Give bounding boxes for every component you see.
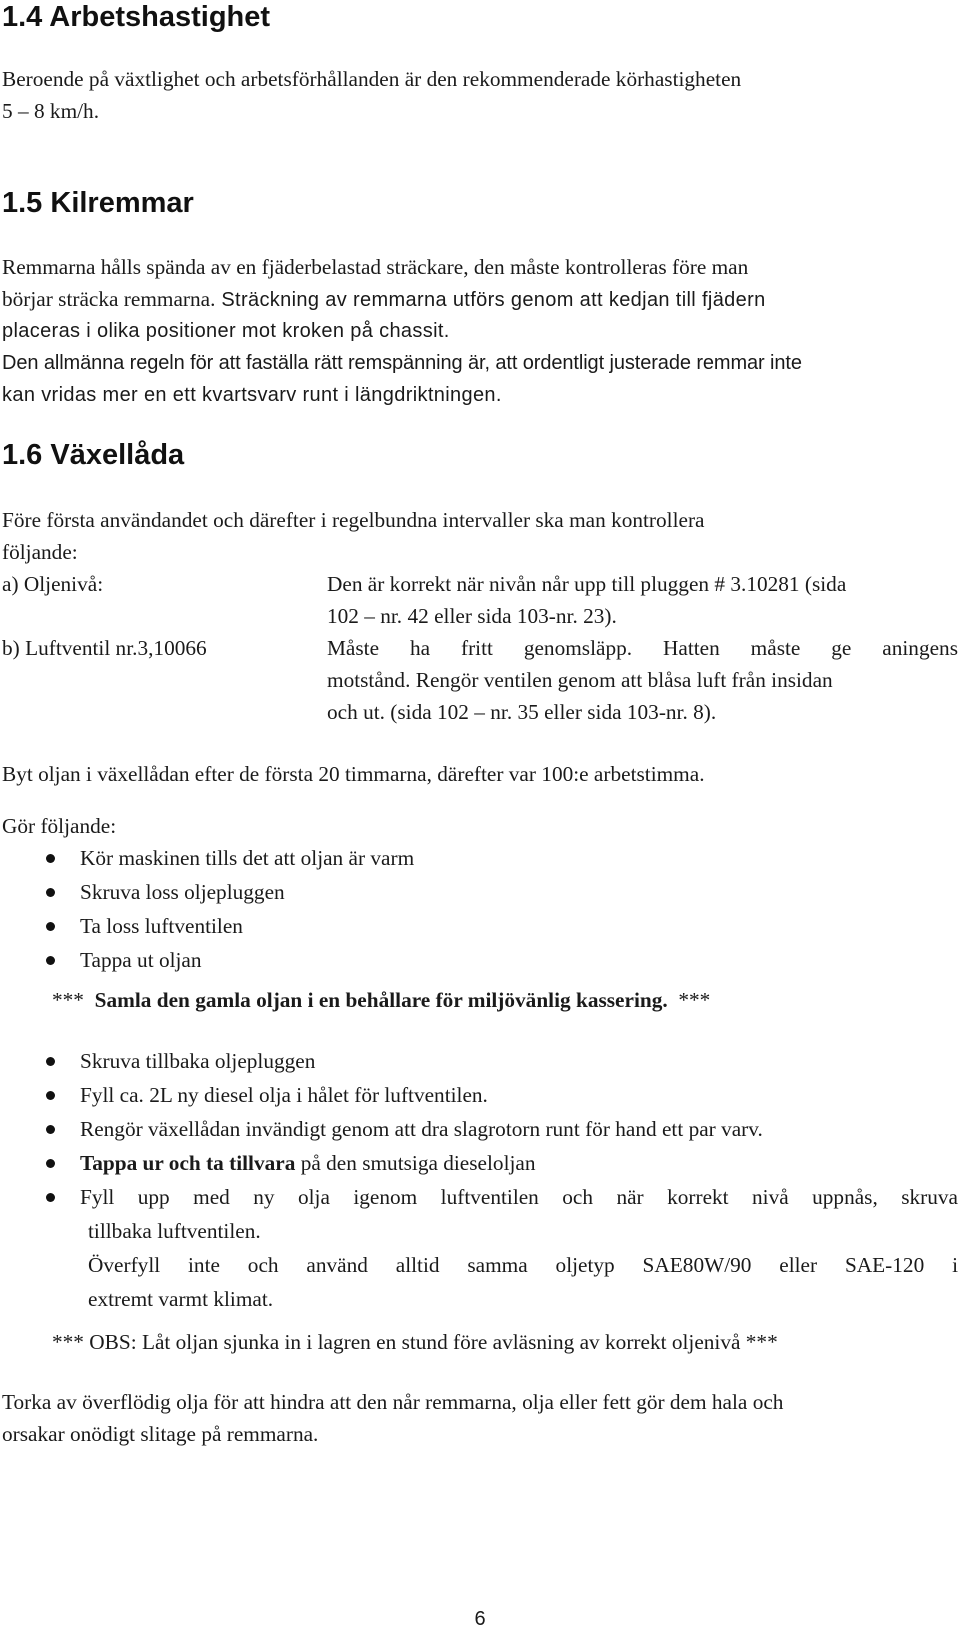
belt-text-line2b: Sträckning av remmarna utförs genom att kedjan till fjädern xyxy=(215,289,766,311)
wipe-text-line2: orsakar onödigt slitage på remmarna. xyxy=(2,1422,319,1446)
list-item-text: på den smutsiga dieseloljan xyxy=(295,1151,536,1175)
bullet-icon xyxy=(46,1057,55,1066)
check-air-valve-line1: Måste ha fritt genomsläpp. Hatten måste ge aningens xyxy=(327,636,958,660)
check-air-valve-line3: och ut. (sida 102 – nr. 35 eller sida 103-nr. 8). xyxy=(327,700,717,724)
list-item-text: Ta loss luftventilen xyxy=(80,914,243,938)
list-item-text: Fyll upp med ny olja igenom luftventilen och när korrekt nivå uppnås, skruva xyxy=(80,1185,958,1209)
heading-kilremmar: 1.5 Kilremmar xyxy=(2,187,194,219)
belt-text-line5: kan vridas mer en ett kvartsvarv runt i längdriktningen. xyxy=(2,384,502,406)
list-item xyxy=(0,1112,958,1146)
list-item xyxy=(0,1078,958,1112)
bullet-icon xyxy=(46,854,55,863)
list-item-text-cont: tillbaka luftventilen. xyxy=(88,1219,261,1243)
stars-open: *** xyxy=(52,988,84,1012)
gearbox-intro-line2: följande: xyxy=(2,540,78,564)
check-air-valve-label: b) Luftventil nr.3,10066 xyxy=(2,636,207,660)
check-oil-level-line1: Den är korrekt när nivån når upp till pluggen # 3.10281 (sida xyxy=(327,572,847,596)
page-number: 6 xyxy=(474,1608,486,1630)
heading-vaxellada: 1.6 Växellåda xyxy=(2,439,185,471)
list-item-text: Kör maskinen tills det att oljan är varm xyxy=(80,846,415,870)
bullet-icon xyxy=(46,1125,55,1134)
list-item-bold-text: Tappa ur och ta tillvara xyxy=(80,1151,296,1175)
belt-text-line2 xyxy=(2,282,957,317)
list-item-text: Skruva loss oljepluggen xyxy=(80,880,285,904)
bullet-icon xyxy=(46,1159,55,1168)
list-item xyxy=(0,875,958,909)
belt-text-line1: Remmarna hålls spända av en fjäderbelastad sträckare, den måste kontrolleras före man xyxy=(2,255,749,279)
list-item xyxy=(0,909,958,943)
do-following-text: Gör följande: xyxy=(2,814,117,838)
wipe-text-line1: Torka av överflödig olja för att hindra att den når remmarna, olja eller fett gör dem hala och xyxy=(2,1390,784,1414)
bullet-icon xyxy=(46,1193,55,1202)
list-item-text: Fyll ca. 2L ny diesel olja i hålet för luftventilen. xyxy=(80,1083,488,1107)
list-item xyxy=(0,841,958,875)
check-air-valve-line2: motstånd. Rengör ventilen genom att blåsa luft från insidan xyxy=(327,668,833,692)
belt-text-line4: Den allmänna regeln för att faställa rätt remspänning är, att ordentligt justerade remmar inte xyxy=(2,352,802,374)
list-item-text: Rengör växellådan invändigt genom att dra slagrotorn runt för hand ett par varv. xyxy=(80,1117,763,1141)
list-item-text-cont: Överfyll inte och använd alltid samma oljetyp SAE80W/90 eller SAE-120 i xyxy=(88,1253,958,1277)
list-item-text: Skruva tillbaka oljepluggen xyxy=(80,1049,316,1073)
warning-text: Samla den gamla oljan i en behållare för miljövänlig kassering. xyxy=(94,988,668,1012)
bullet-icon xyxy=(46,1091,55,1100)
list-item-text: Tappa ut oljan xyxy=(80,948,202,972)
check-oil-level-line2: 102 – nr. 42 eller sida 103-nr. 23). xyxy=(327,604,617,628)
list-item xyxy=(0,1146,958,1180)
bullet-icon xyxy=(46,922,55,931)
gearbox-intro-line1: Före första användandet och därefter i regelbundna intervaller ska man kontrollera xyxy=(2,508,705,532)
obs-note: *** OBS: Låt oljan sjunka in i lagren en stund före avläsning av korrekt oljenivå *** xyxy=(52,1330,778,1354)
check-oil-level-label: a) Oljenivå: xyxy=(2,572,104,596)
speed-text-line2: 5 – 8 km/h. xyxy=(2,99,100,123)
warning-line xyxy=(52,983,710,1017)
bullet-icon xyxy=(46,956,55,965)
steps-list-1 xyxy=(0,841,958,977)
steps-list-2 xyxy=(0,1044,958,1316)
list-item-text-cont: extremt varmt klimat. xyxy=(88,1287,274,1311)
belt-text-line3: placeras i olika positioner mot kroken på chassit. xyxy=(2,320,450,342)
belt-text-line2a: börjar sträcka remmarna. xyxy=(2,287,216,311)
speed-text-line1: Beroende på växtlighet och arbetsförhållanden är den rekommenderade körhastigheten xyxy=(2,67,742,91)
bullet-icon xyxy=(46,888,55,897)
heading-arbetshastighet: 1.4 Arbetshastighet xyxy=(2,1,271,33)
stars-close: *** xyxy=(678,988,711,1012)
list-item xyxy=(0,1044,958,1078)
oil-change-text: Byt oljan i växellådan efter de första 20 timmarna, därefter var 100:e arbetstimma. xyxy=(2,762,705,786)
list-item xyxy=(0,1180,958,1316)
list-item xyxy=(0,943,958,977)
